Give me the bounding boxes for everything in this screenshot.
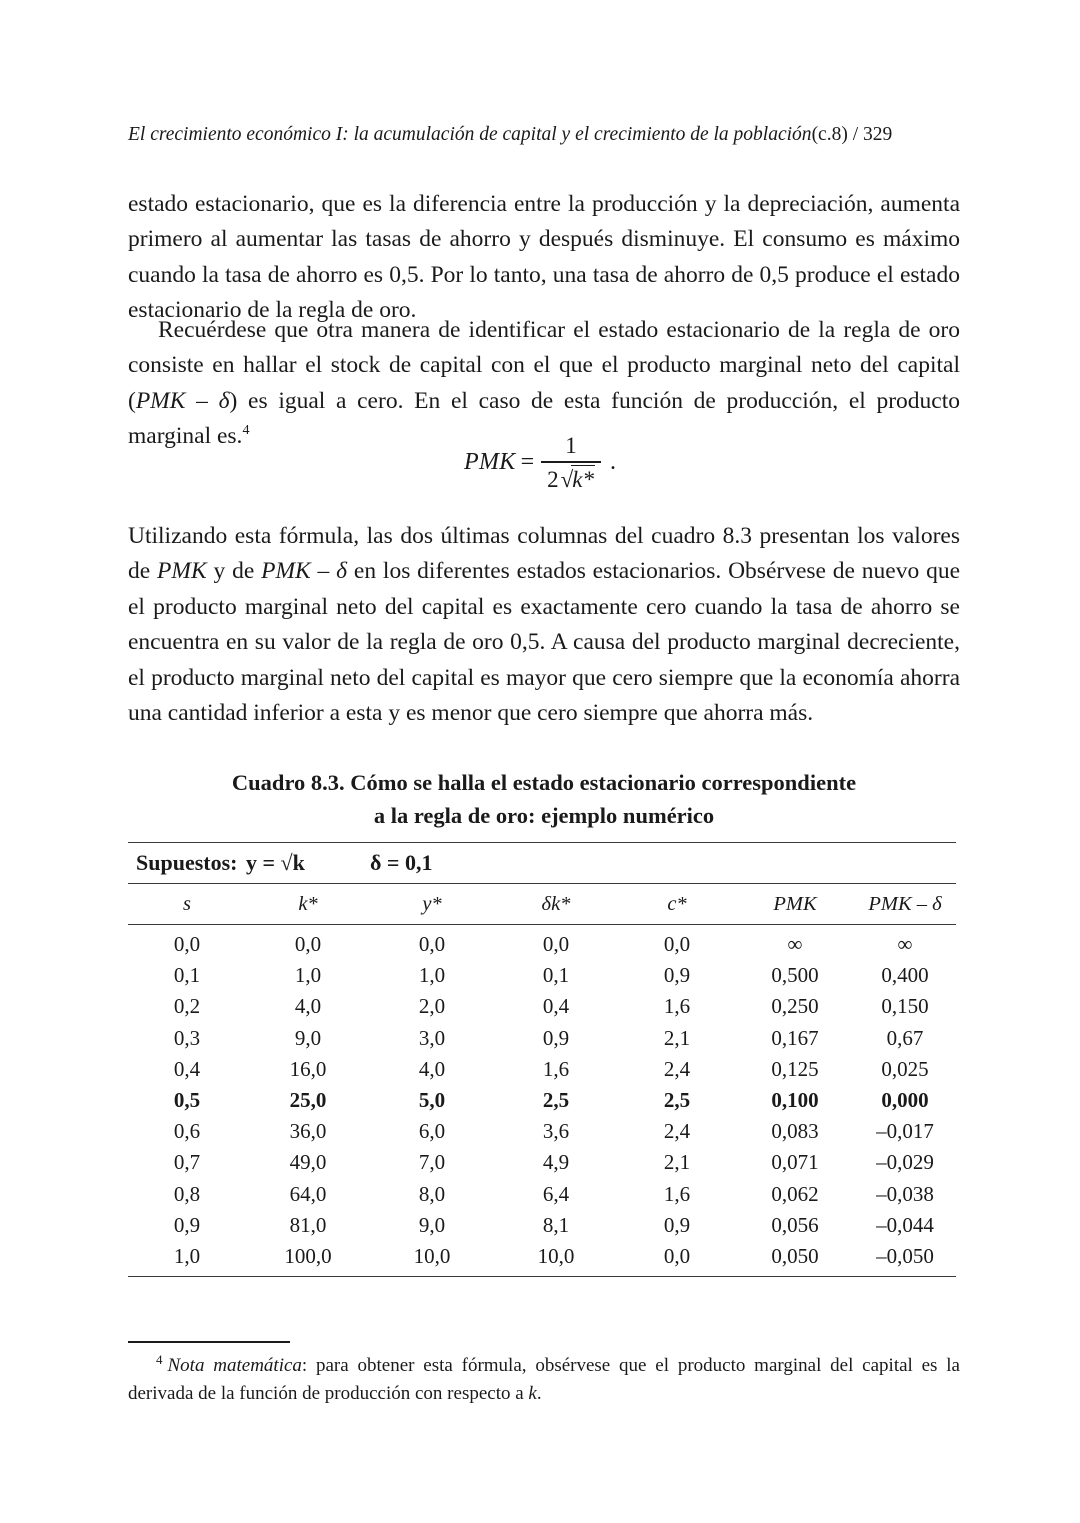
footnote-text-b: . xyxy=(536,1383,542,1404)
cell-delta-k-star: 0,9 xyxy=(542,1025,570,1050)
column-header-pmk: PMK xyxy=(736,884,854,925)
cell-y-star: 2,0 xyxy=(418,994,446,1019)
assumption-depreciation-rate: δ = 0,1 xyxy=(370,843,494,884)
cell-pmk-minus-delta: –0,038 xyxy=(876,1181,934,1206)
cell-k-star: 81,0 xyxy=(289,1212,327,1237)
paragraph-1 xyxy=(128,187,960,329)
paragraph-3-text-b: y de xyxy=(206,558,262,585)
table-row xyxy=(128,1023,956,1054)
display-formula-pmk xyxy=(0,432,1080,493)
cell-k-star: 0,0 xyxy=(294,932,322,957)
running-head-title: El crecimiento económico I: la acumulación de capital y el crecimiento de la población xyxy=(128,124,812,145)
column-header-c-star: c* xyxy=(618,884,736,925)
cell-k-star: 64,0 xyxy=(289,1181,327,1206)
column-header-delta-k-star: δk* xyxy=(494,884,618,925)
cell-pmk-minus-delta: 0,400 xyxy=(881,963,929,988)
formula-equals: = xyxy=(520,448,535,475)
cell-pmk: 0,100 xyxy=(771,1088,819,1113)
paragraph-2-text-a: Recuérdese que otra manera de identificar el estado estacionario de la regla de oro consiste en hallar el stock de capital con el que el producto marginal neto del capital ( xyxy=(128,317,960,414)
cell-pmk-minus-delta: –0,050 xyxy=(854,1241,956,1277)
cell-s: 0,6 xyxy=(173,1119,201,1144)
cell-pmk-minus-delta: –0,044 xyxy=(876,1212,934,1237)
formula-denominator xyxy=(541,464,601,494)
cell-y-star: 4,0 xyxy=(418,1056,446,1081)
cell-delta-k-star: 6,4 xyxy=(542,1181,570,1206)
cell-k-star: 4,0 xyxy=(294,994,322,1019)
assumptions-spacer-4 xyxy=(854,843,956,884)
cell-s: 0,3 xyxy=(173,1025,201,1050)
cell-s: 0,0 xyxy=(173,932,201,957)
cell-delta-k-star: 0,4 xyxy=(542,994,570,1019)
cell-pmk-minus-delta: 0,000 xyxy=(881,1088,929,1113)
table-row xyxy=(128,1054,956,1085)
cell-pmk: 0,062 xyxy=(771,1181,819,1206)
column-header-k-star: k* xyxy=(246,884,370,925)
cell-pmk-minus-delta: ∞ xyxy=(897,932,913,957)
formula-denominator-coef: 2 xyxy=(547,466,559,492)
cell-c-star: 1,6 xyxy=(663,994,691,1019)
table-cuadro-8-3 xyxy=(128,842,956,1277)
cell-k-star: 36,0 xyxy=(289,1119,327,1144)
assumptions-label: Supuestos: xyxy=(128,843,246,884)
footnote-separator-rule xyxy=(128,1341,290,1343)
cell-s: 0,5 xyxy=(173,1088,201,1113)
table-assumptions-row xyxy=(128,843,956,884)
cell-delta-k-star: 0,1 xyxy=(542,963,570,988)
running-head xyxy=(128,122,958,148)
cell-pmk: 0,167 xyxy=(771,1025,819,1050)
paragraph-2-text-b: ) es igual a cero. En el caso de esta función de producción, el producto marginal es. xyxy=(128,387,961,450)
cell-y-star: 3,0 xyxy=(418,1025,446,1050)
cell-c-star: 0,9 xyxy=(663,1212,691,1237)
cell-y-star: 7,0 xyxy=(418,1150,446,1175)
cell-k-star: 9,0 xyxy=(294,1025,322,1050)
table-row xyxy=(128,991,956,1022)
cell-c-star: 2,4 xyxy=(663,1119,691,1144)
column-header-s: s xyxy=(128,884,246,925)
sqrt-icon: √ xyxy=(560,466,574,492)
paragraph-3-text-c: en los diferentes estados estacionarios. Obsérvese de nuevo que el producto marginal neto del capital es exactamente cero cuando la tasa de ahorro se encuentra en su valor de la regla de oro 0,5. A causa del producto marginal decreciente, el producto marginal neto del capital es mayor que cero siempre que la economía ahorra una cantidad inferior a esta y es menor que cero siempre que ahorra más. xyxy=(128,558,961,727)
cell-y-star: 9,0 xyxy=(418,1212,446,1237)
assumptions-spacer-3 xyxy=(736,843,854,884)
cell-c-star: 0,0 xyxy=(618,1241,736,1277)
cell-k-star: 16,0 xyxy=(289,1056,327,1081)
table-caption xyxy=(128,766,960,832)
table-caption-line-1: Cuadro 8.3. Cómo se halla el estado estacionario correspondiente xyxy=(231,770,857,795)
cell-k-star: 100,0 xyxy=(246,1241,370,1277)
cell-s: 0,7 xyxy=(173,1150,201,1175)
footnote-number: 4 xyxy=(156,1351,163,1367)
cell-delta-k-star: 4,9 xyxy=(542,1150,570,1175)
assumption-production-function: y = √k xyxy=(246,843,370,884)
table-caption-line-2: a la regla de oro: ejemplo numérico xyxy=(373,803,715,828)
cell-c-star: 2,4 xyxy=(663,1056,691,1081)
cell-k-star: 49,0 xyxy=(289,1150,327,1175)
cell-pmk-minus-delta: –0,029 xyxy=(876,1150,934,1175)
cell-s: 0,8 xyxy=(173,1181,201,1206)
cell-pmk: 0,500 xyxy=(771,963,819,988)
cell-s: 0,1 xyxy=(173,963,201,988)
cell-k-star: 25,0 xyxy=(289,1088,327,1113)
cell-s: 0,2 xyxy=(173,994,201,1019)
cell-pmk: 0,050 xyxy=(736,1241,854,1277)
cell-pmk: ∞ xyxy=(787,932,803,957)
inline-math-pmk-delta-2: PMK – δ xyxy=(261,558,348,585)
cell-pmk-minus-delta: 0,67 xyxy=(886,1025,924,1050)
table-body xyxy=(128,843,956,1277)
formula-trailing-period: . xyxy=(609,448,616,475)
paragraph-3 xyxy=(128,519,960,731)
table-row xyxy=(128,925,956,961)
cell-c-star: 0,9 xyxy=(663,963,691,988)
formula-lhs: PMK xyxy=(464,448,516,475)
column-header-pmk-minus-delta: PMK – δ xyxy=(854,884,956,925)
table-row xyxy=(128,1116,956,1147)
assumptions-spacer-1 xyxy=(494,843,618,884)
table-row xyxy=(128,960,956,991)
cell-pmk: 0,071 xyxy=(771,1150,819,1175)
cell-pmk: 0,125 xyxy=(771,1056,819,1081)
inline-math-pmk: PMK xyxy=(157,558,207,585)
paragraph-3-text-a: Utilizando esta fórmula, las dos últimas columnas del cuadro 8.3 presentan los valores de xyxy=(128,523,960,585)
cell-pmk-minus-delta: 0,150 xyxy=(881,994,929,1019)
cell-s: 0,9 xyxy=(173,1212,201,1237)
cell-pmk-minus-delta: 0,025 xyxy=(881,1056,929,1081)
cell-y-star: 1,0 xyxy=(418,963,446,988)
cell-delta-k-star: 8,1 xyxy=(542,1212,570,1237)
table-cuadro-8-3-wrapper xyxy=(128,842,956,1277)
table-row xyxy=(128,1241,956,1277)
cell-k-star: 1,0 xyxy=(294,963,322,988)
formula-numerator: 1 xyxy=(565,433,577,458)
cell-pmk: 0,056 xyxy=(771,1212,819,1237)
cell-pmk: 0,083 xyxy=(771,1119,819,1144)
cell-pmk: 0,250 xyxy=(771,994,819,1019)
footnote-lead-in: Nota matemática xyxy=(167,1355,302,1376)
cell-s: 0,4 xyxy=(173,1056,201,1081)
formula-fraction xyxy=(541,433,601,494)
cell-y-star: 0,0 xyxy=(418,932,446,957)
table-row xyxy=(128,1147,956,1178)
cell-delta-k-star: 10,0 xyxy=(494,1241,618,1277)
table-header-row xyxy=(128,884,956,925)
cell-pmk-minus-delta: –0,017 xyxy=(876,1119,934,1144)
footnote-variable-k: k xyxy=(528,1383,537,1404)
paragraph-1-text: estado estacionario, que es la diferencia entre la producción y la depreciación, aumenta primero al aumentar las tasas de ahorro y después disminuye. El consumo es máximo cuando la tasa de ahorro es 0,5. Por lo tanto, una tasa de ahorro de 0,5 produce el estado estacionario de la regla de oro. xyxy=(128,191,960,324)
inline-math-pmk-delta: PMK – δ xyxy=(135,387,230,414)
footnote xyxy=(128,1352,960,1408)
cell-delta-k-star: 3,6 xyxy=(542,1119,570,1144)
cell-y-star: 6,0 xyxy=(418,1119,446,1144)
cell-c-star: 1,6 xyxy=(663,1181,691,1206)
running-head-page: (c.8) / 329 xyxy=(811,124,893,145)
cell-delta-k-star: 2,5 xyxy=(542,1088,570,1113)
cell-y-star: 5,0 xyxy=(418,1088,446,1113)
assumptions-spacer-2 xyxy=(618,843,736,884)
table-row xyxy=(128,1210,956,1241)
cell-y-star: 10,0 xyxy=(370,1241,494,1277)
cell-c-star: 2,1 xyxy=(663,1025,691,1050)
cell-c-star: 0,0 xyxy=(663,932,691,957)
sqrt-group xyxy=(559,465,595,494)
footnote-marker-4: 4 xyxy=(242,423,250,439)
cell-c-star: 2,1 xyxy=(663,1150,691,1175)
cell-y-star: 8,0 xyxy=(418,1181,446,1206)
footnote-text-a: : para obtener esta fórmula, obsérvese que el producto marginal del capital es la derivada de la función de producción con respecto a xyxy=(128,1355,960,1404)
cell-delta-k-star: 0,0 xyxy=(542,932,570,957)
cell-c-star: 2,5 xyxy=(663,1088,691,1113)
table-row xyxy=(128,1179,956,1210)
cell-delta-k-star: 1,6 xyxy=(542,1056,570,1081)
cell-s: 1,0 xyxy=(128,1241,246,1277)
column-header-y-star: y* xyxy=(370,884,494,925)
fraction-bar xyxy=(541,461,601,463)
table-row-golden-rule xyxy=(128,1085,956,1116)
formula-radicand: k* xyxy=(572,466,594,492)
